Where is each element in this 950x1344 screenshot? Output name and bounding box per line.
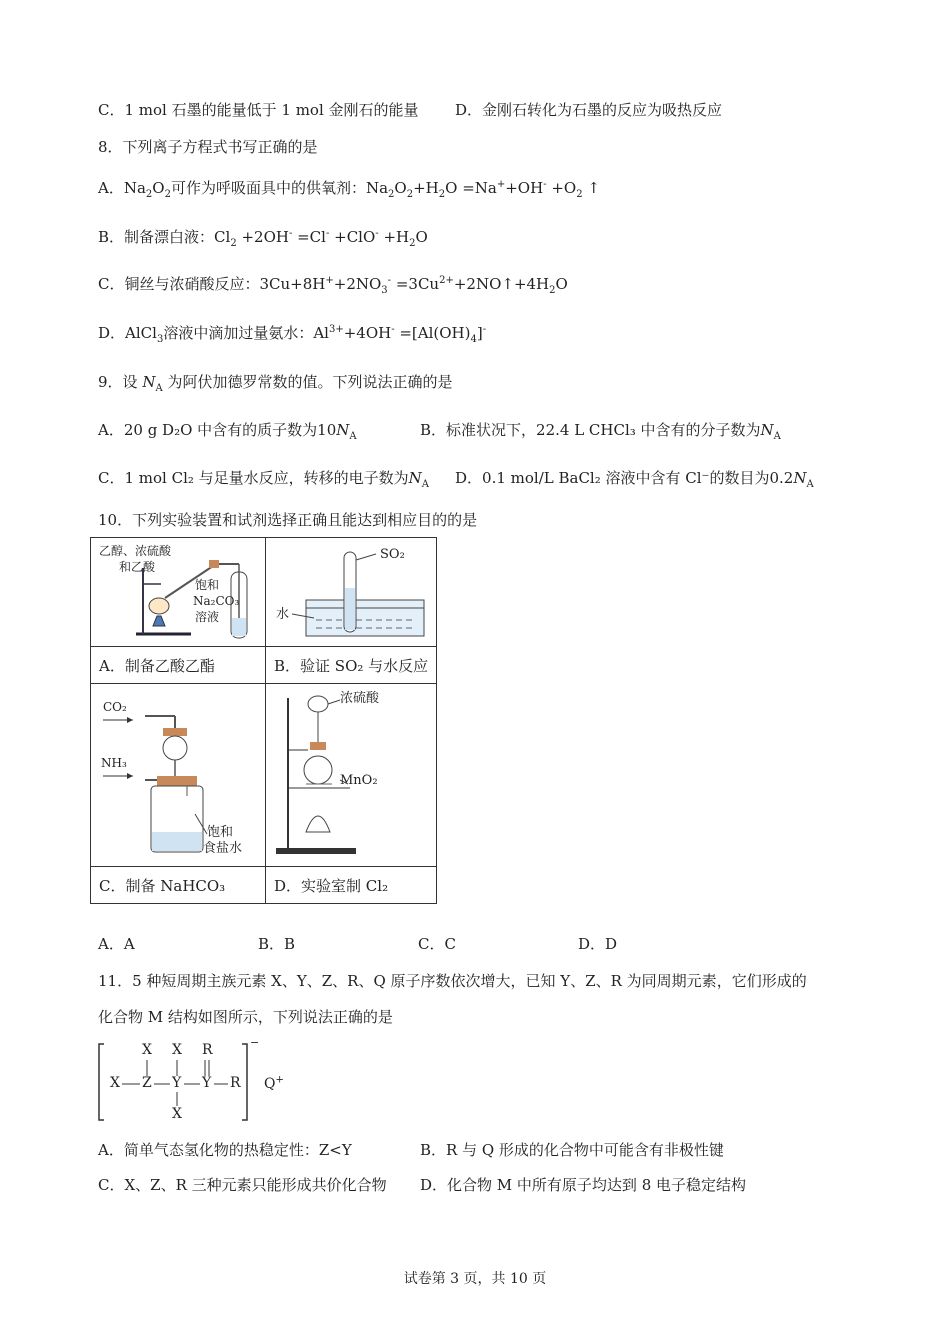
q9-option-c: C．1 mol Cl₂ 与足量水反应，转移的电子数为$N_A$ — [98, 469, 430, 490]
apparatus-b-figure — [266, 538, 436, 646]
q7-option-c: C．1 mol 石墨的能量低于 1 mol 金刚石的能量 — [98, 101, 419, 119]
label-co2: CO₂ — [103, 700, 127, 714]
q7-option-d: D．金刚石转化为石墨的反应为吸热反应 — [455, 101, 723, 119]
q10-choice-d: D．D — [578, 935, 618, 953]
label-saturated: 饱和 — [195, 578, 220, 592]
q8-option-b: B．制备漂白液：$Cl_2 +2OH^- =Cl^- +ClO^- +H_2O$ — [98, 228, 428, 249]
experiment-table — [90, 537, 437, 904]
page-footer: 试卷第 3 页，共 10 页 — [403, 1271, 547, 1287]
label-so2: SO₂ — [380, 547, 405, 562]
label-reagents-1: 乙醇、浓硫酸 — [99, 544, 172, 558]
q8-stem: 8．下列离子方程式书写正确的是 — [98, 138, 318, 156]
q8-option-d: D．AlCl$_3$溶液中滴加过量氨水：$Al^{3+}+4OH^- =[Al(OH)_4]^-$ — [98, 324, 487, 345]
q8-option-c: C．铜丝与浓硝酸反应：$3Cu+8H^++2NO_3^-$ $=3Cu^{2+}+2NO↑+4H_2O$ — [98, 275, 568, 296]
caption-d: D．实验室制 Cl₂ — [266, 867, 437, 904]
q11-option-b: B．R 与 Q 形成的化合物中可能含有非极性键 — [420, 1141, 724, 1159]
label-solution: 溶液 — [195, 610, 220, 624]
q9-option-b: B．标准状况下，22.4 L CHCl₃ 中含有的分子数为$N_A$ — [420, 421, 781, 442]
caption-b: B．验证 SO₂ 与水反应 — [266, 647, 437, 684]
label-conc-h2so4: 浓硫酸 — [340, 691, 380, 706]
q8-option-a: A．$Na_2O_2$可作为呼吸面具中的供氧剂：$Na_2O_2+H_2O =Na^++OH^- +O_2$ ↑ — [98, 179, 600, 200]
q10-choice-a: A．A — [98, 935, 135, 953]
q11-option-d: D．化合物 M 中所有原子均达到 8 电子稳定结构 — [420, 1176, 747, 1194]
q11-stem-line1: 11．5 种短周期主族元素 X、Y、Z、R、Q 原子序数依次增大，已知 Y、Z、R 为同周期元素，它们形成的 — [98, 972, 807, 990]
q9-stem: 9．设 $N_A$ 为阿伏加德罗常数的值。下列说法正确的是 — [98, 373, 453, 394]
q10-stem: 10．下列实验装置和试剂选择正确且能达到相应目的的是 — [98, 511, 478, 529]
apparatus-d-figure — [266, 684, 436, 866]
label-nh3: NH₃ — [101, 756, 127, 770]
q10-choice-c: C．C — [418, 935, 456, 953]
compound-m-structure: X X R X Z Y Y R X − Q+ — [96, 1040, 296, 1126]
q9-option-d: D．0.1 mol/L BaCl₂ 溶液中含有 Cl⁻的数目为$0.2N_A$ — [455, 469, 814, 490]
q11-stem-line2: 化合物 M 结构如图所示，下列说法正确的是 — [98, 1008, 393, 1026]
label-na2co3: Na₂CO₃ — [193, 594, 240, 608]
label-water: 水 — [276, 607, 290, 622]
label-mno2: MnO₂ — [340, 773, 378, 788]
q11-option-a: A．简单气态氢化物的热稳定性：Z<Y — [98, 1141, 352, 1159]
so2-trough-drawing — [266, 538, 436, 646]
caption-a: A．制备乙酸乙酯 — [91, 647, 266, 684]
label-reagents-2: 和乙酸 — [119, 560, 156, 574]
apparatus-c-figure — [91, 684, 265, 866]
apparatus-a-figure — [91, 538, 265, 646]
q11-option-c: C．X、Z、R 三种元素只能形成共价化合物 — [98, 1176, 387, 1194]
q10-choice-b: B．B — [258, 935, 296, 953]
label-saturated-2: 饱和 — [207, 825, 234, 840]
caption-c: C．制备 NaHCO₃ — [91, 867, 266, 904]
label-brine: 食盐水 — [203, 841, 243, 856]
q9-option-a: A．20 g D₂O 中含有的质子数为$10N_A$ — [98, 421, 357, 442]
